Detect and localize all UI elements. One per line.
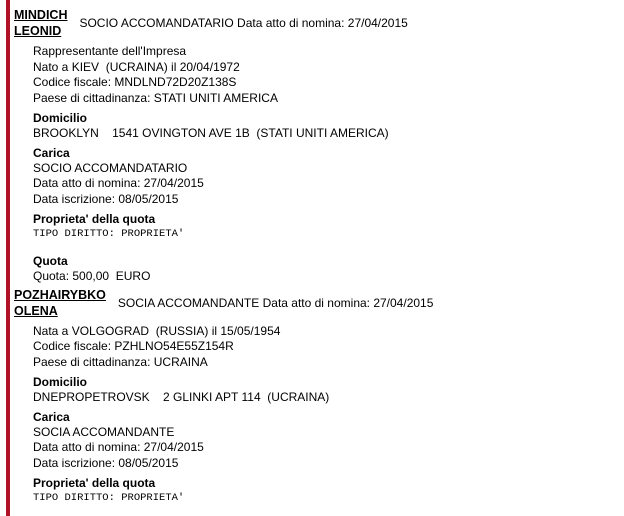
tipo-diritto-line: TIPO DIRITTO: PROPRIETA' [33,491,185,504]
partner-name-link[interactable] [14,287,106,319]
section-heading: Proprieta' della quota [33,475,156,490]
section-heading: Quota [33,254,68,268]
tipo-diritto-line: TIPO DIRITTO: PROPRIETA' [33,227,185,240]
registry-content [14,7,620,506]
section-heading: Domicilio [33,374,88,389]
partner-entry-body [14,324,620,506]
detail-line: Data iscrizione: 08/05/2015 [33,191,179,206]
detail-line: BROOKLYN 1541 OVINGTON AVE 1B (STATI UNITI AMERICA) [33,125,389,140]
partner-entry [14,7,620,285]
detail-line: Nata a VOLGOGRAD (RUSSIA) il 15/05/1954 [33,323,281,338]
partner-entry [14,287,620,506]
section-heading: Proprieta' della quota [33,211,156,226]
detail-line: Paese di cittadinanza: STATI UNITI AMERICA [33,90,278,105]
detail-line: DNEPROPETROVSK 2 GLINKI APT 114 (UCRAINA) [33,389,330,404]
section-heading: Domicilio [33,110,88,125]
detail-line: Data iscrizione: 08/05/2015 [33,455,179,470]
detail-line: Codice fiscale: PZHLNO54E55Z154R [33,339,234,353]
detail-line: Codice fiscale: MNDLND72D20Z138S [33,75,237,89]
partner-name-line: POZHAIRYBKO [14,287,106,302]
detail-line: Data atto di nomina: 27/04/2015 [33,176,204,190]
detail-line: Paese di cittadinanza: UCRAINA [33,354,208,369]
section-heading: Carica [33,409,70,424]
partner-entry-body [14,44,620,285]
detail-line: Quota: 500,00 EURO [33,269,151,283]
partner-name-row [14,287,620,319]
detail-line: Rappresentante dell'Impresa [33,44,187,58]
detail-line: Nato a KIEV (UCRAINA) il 20/04/1972 [33,59,240,74]
partner-name-line: LEONID [14,24,62,38]
spacer [33,242,620,250]
detail-line: Data atto di nomina: 27/04/2015 [33,440,204,454]
partner-role-line: SOCIO ACCOMANDATARIO Data atto di nomina: 27/04/2015 [79,16,408,30]
partner-name-line: MINDICH [14,8,68,22]
partner-name-line: OLENA [14,303,58,318]
partner-role-line: SOCIA ACCOMANDANTE Data atto di nomina: 27/04/2015 [117,295,434,310]
partner-name-link[interactable] [14,7,67,39]
detail-line: SOCIO ACCOMANDATARIO [33,160,188,175]
left-accent-bar [6,0,10,516]
partner-name-row [14,7,620,39]
detail-line: SOCIA ACCOMANDANTE [33,424,175,439]
section-heading: Carica [33,145,70,160]
